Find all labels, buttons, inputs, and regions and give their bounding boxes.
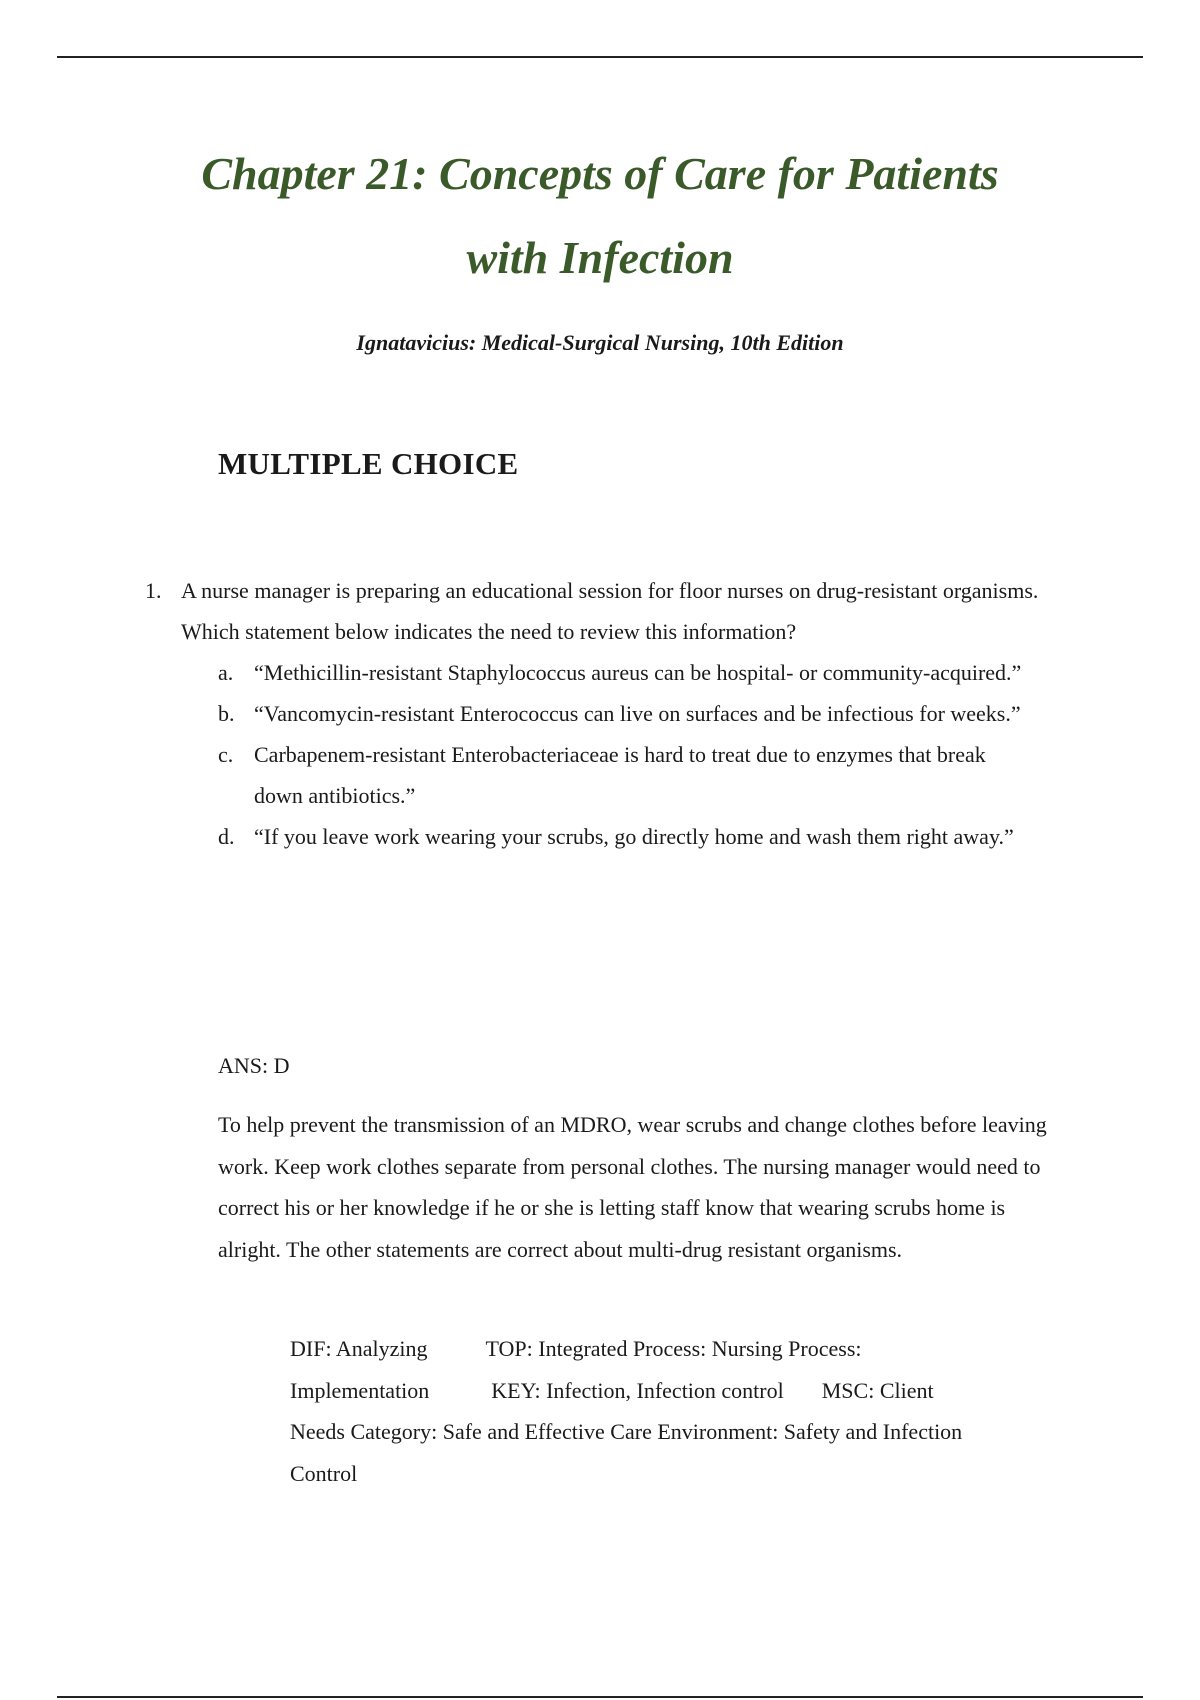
option-a bbox=[218, 652, 1034, 693]
question-stem: A nurse manager is preparing an educational session for floor nurses on drug-resistant organisms. Which statement below indicates the need to review this information? bbox=[181, 578, 1039, 644]
bottom-rule bbox=[57, 1696, 1143, 1698]
book-subtitle: Ignatavicius: Medical-Surgical Nursing, 10th Edition bbox=[356, 330, 844, 355]
option-letter: a. bbox=[218, 660, 234, 685]
chapter-title-line-1: Chapter 21: Concepts of Care for Patients bbox=[201, 148, 999, 199]
option-c bbox=[218, 734, 1034, 816]
keyword-label: KEY: Infection, Infection control bbox=[491, 1377, 784, 1403]
option-text: “If you leave work wearing your scrubs, go directly home and wash them right away.” bbox=[254, 824, 1014, 849]
chapter-title bbox=[0, 132, 1200, 300]
option-letter: c. bbox=[218, 742, 234, 767]
option-text: “Methicillin-resistant Staphylococcus aureus can be hospital- or community-acquired.” bbox=[254, 660, 1022, 685]
metadata-line-4: Control bbox=[290, 1460, 358, 1486]
answer-options bbox=[145, 652, 1045, 857]
metadata-line-1 bbox=[290, 1328, 1060, 1370]
question-number: 1. bbox=[145, 578, 162, 603]
option-text: “Vancomycin-resistant Enterococcus can live on surfaces and be infectious for weeks.” bbox=[254, 701, 1021, 726]
question-metadata bbox=[290, 1328, 1060, 1494]
msc-label: MSC: Client bbox=[821, 1377, 934, 1403]
metadata-line-2 bbox=[290, 1370, 1060, 1412]
topic-label: TOP: Integrated Process: Nursing Process: bbox=[485, 1336, 862, 1361]
top-rule bbox=[57, 56, 1143, 58]
option-letter: d. bbox=[218, 824, 235, 849]
question-1 bbox=[145, 570, 1045, 857]
difficulty-label: DIF: Analyzing bbox=[290, 1336, 428, 1361]
chapter-title-line-2: with Infection bbox=[466, 232, 734, 283]
topic-label-end: Implementation bbox=[290, 1377, 430, 1403]
option-d bbox=[218, 816, 1034, 857]
section-heading: MULTIPLE CHOICE bbox=[218, 446, 519, 481]
metadata-line-3: Needs Category: Safe and Effective Care Environment: Safety and Infection bbox=[290, 1419, 963, 1444]
option-text: Carbapenem-resistant Enterobacteriaceae is hard to treat due to enzymes that break down antibiotics.” bbox=[254, 742, 986, 808]
option-letter: b. bbox=[218, 701, 235, 726]
option-b bbox=[218, 693, 1034, 734]
answer-key: ANS: D bbox=[218, 1053, 290, 1078]
rationale-text: To help prevent the transmission of an MDRO, wear scrubs and change clothes before leaving work. Keep work clothes separate from personal clothes. The nursing manager would need to correct his or her knowledge if he or she is letting staff know that wearing scrubs home is alright. The other statements are correct about multi-drug resistant organisms. bbox=[218, 1112, 1047, 1262]
